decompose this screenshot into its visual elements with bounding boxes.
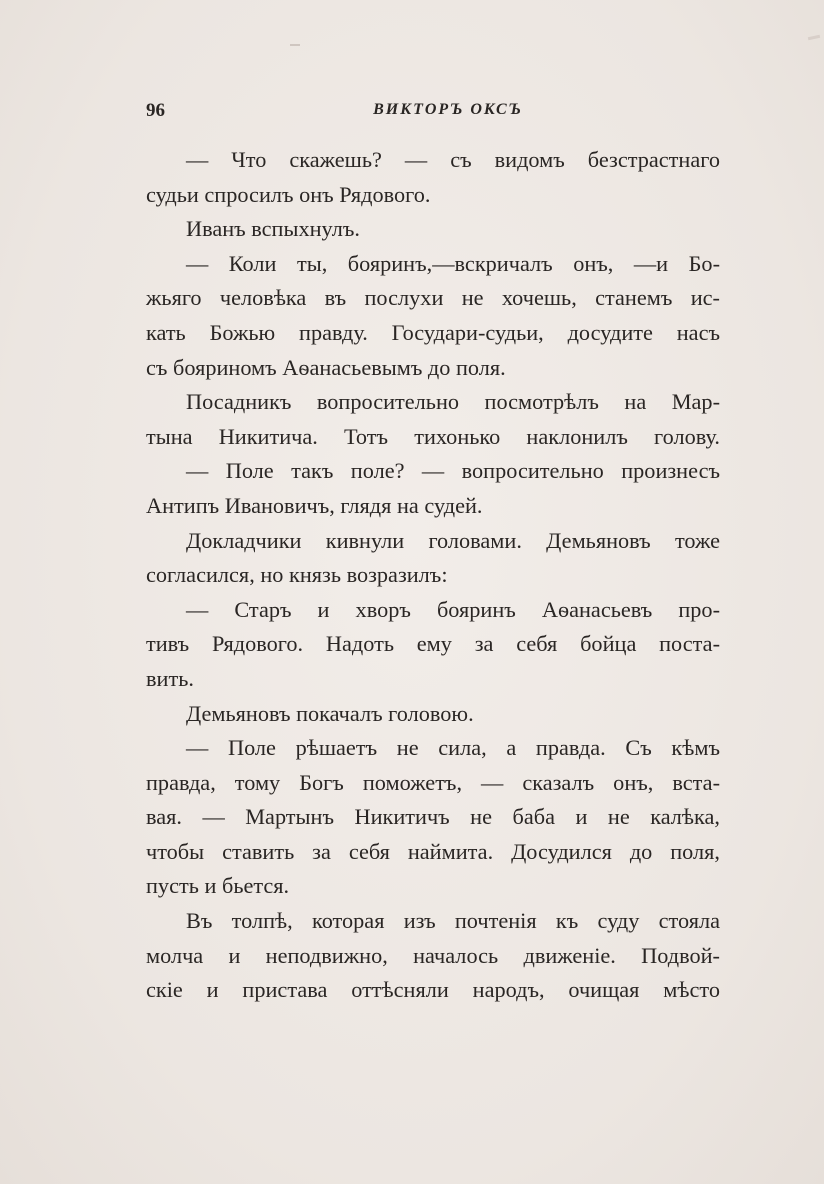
text-line: Иванъ вспыхнулъ.	[186, 216, 360, 242]
text-line: чтобы ставить за себя наймита. Досудился до поля,	[146, 838, 720, 864]
text-line: Антипъ Ивановичъ, глядя на судей.	[146, 492, 483, 518]
text-line: вить.	[146, 665, 194, 691]
text-line: тивъ Рядового. Надоть ему за себя бойца поста-	[146, 631, 720, 657]
text-line: вая. — Мартынъ Никитичъ не баба и не калѣка,	[146, 804, 720, 830]
text-line: судьи спросилъ онъ Рядового.	[146, 181, 431, 207]
text-line: молча и неподвижно, началось движеніе. Подвой-	[146, 942, 720, 968]
text-line: жьяго человѣка въ послухи не хочешь, станемъ ис-	[146, 285, 720, 311]
running-head: ВИКТОРЪ ОКСЪ	[373, 101, 523, 118]
text-line: согласился, но князь возразилъ:	[146, 562, 448, 588]
text-line: — Поле такъ поле? — вопросительно произнесъ	[186, 458, 720, 484]
text-line: Посадникъ вопросительно посмотрѣлъ на Мар-	[186, 389, 720, 415]
text-line: — Что скажешь? — съ видомъ безстрастнаго	[186, 147, 720, 172]
text-line: Докладчики кивнули головами. Демьяновъ тоже	[186, 527, 720, 553]
page-number: 96	[146, 100, 165, 121]
text-line: — Поле рѣшаетъ не сила, а правда. Съ кѣмъ	[186, 735, 720, 761]
text-line: скіе и пристава оттѣсняли народъ, очищая мѣсто	[146, 977, 720, 1003]
text-line: Въ толпѣ, которая изъ почтенія къ суду стояла	[186, 908, 720, 934]
paper-corner-mark	[808, 35, 820, 40]
paper-speck	[290, 44, 300, 46]
text-line: тына Никитича. Тотъ тихонько наклонилъ голову.	[146, 423, 720, 449]
page-header	[146, 100, 720, 124]
text-line: Демьяновъ покачалъ головою.	[186, 700, 474, 726]
text-line: — Старъ и хворъ бояринъ Аѳанасьевъ про-	[186, 596, 720, 622]
text-line: правда, тому Богъ поможетъ, — сказалъ онъ, вста-	[146, 769, 720, 795]
text-line: пусть и бьется.	[146, 873, 290, 899]
text-line: кать Божью правду. Государи-судьи, досудите насъ	[146, 319, 720, 345]
text-line: — Коли ты, бояринъ,—вскричалъ онъ, —и Бо-	[186, 250, 720, 276]
text-line: съ бояриномъ Аѳанасьевымъ до поля.	[146, 354, 506, 380]
body-text	[146, 143, 720, 1008]
